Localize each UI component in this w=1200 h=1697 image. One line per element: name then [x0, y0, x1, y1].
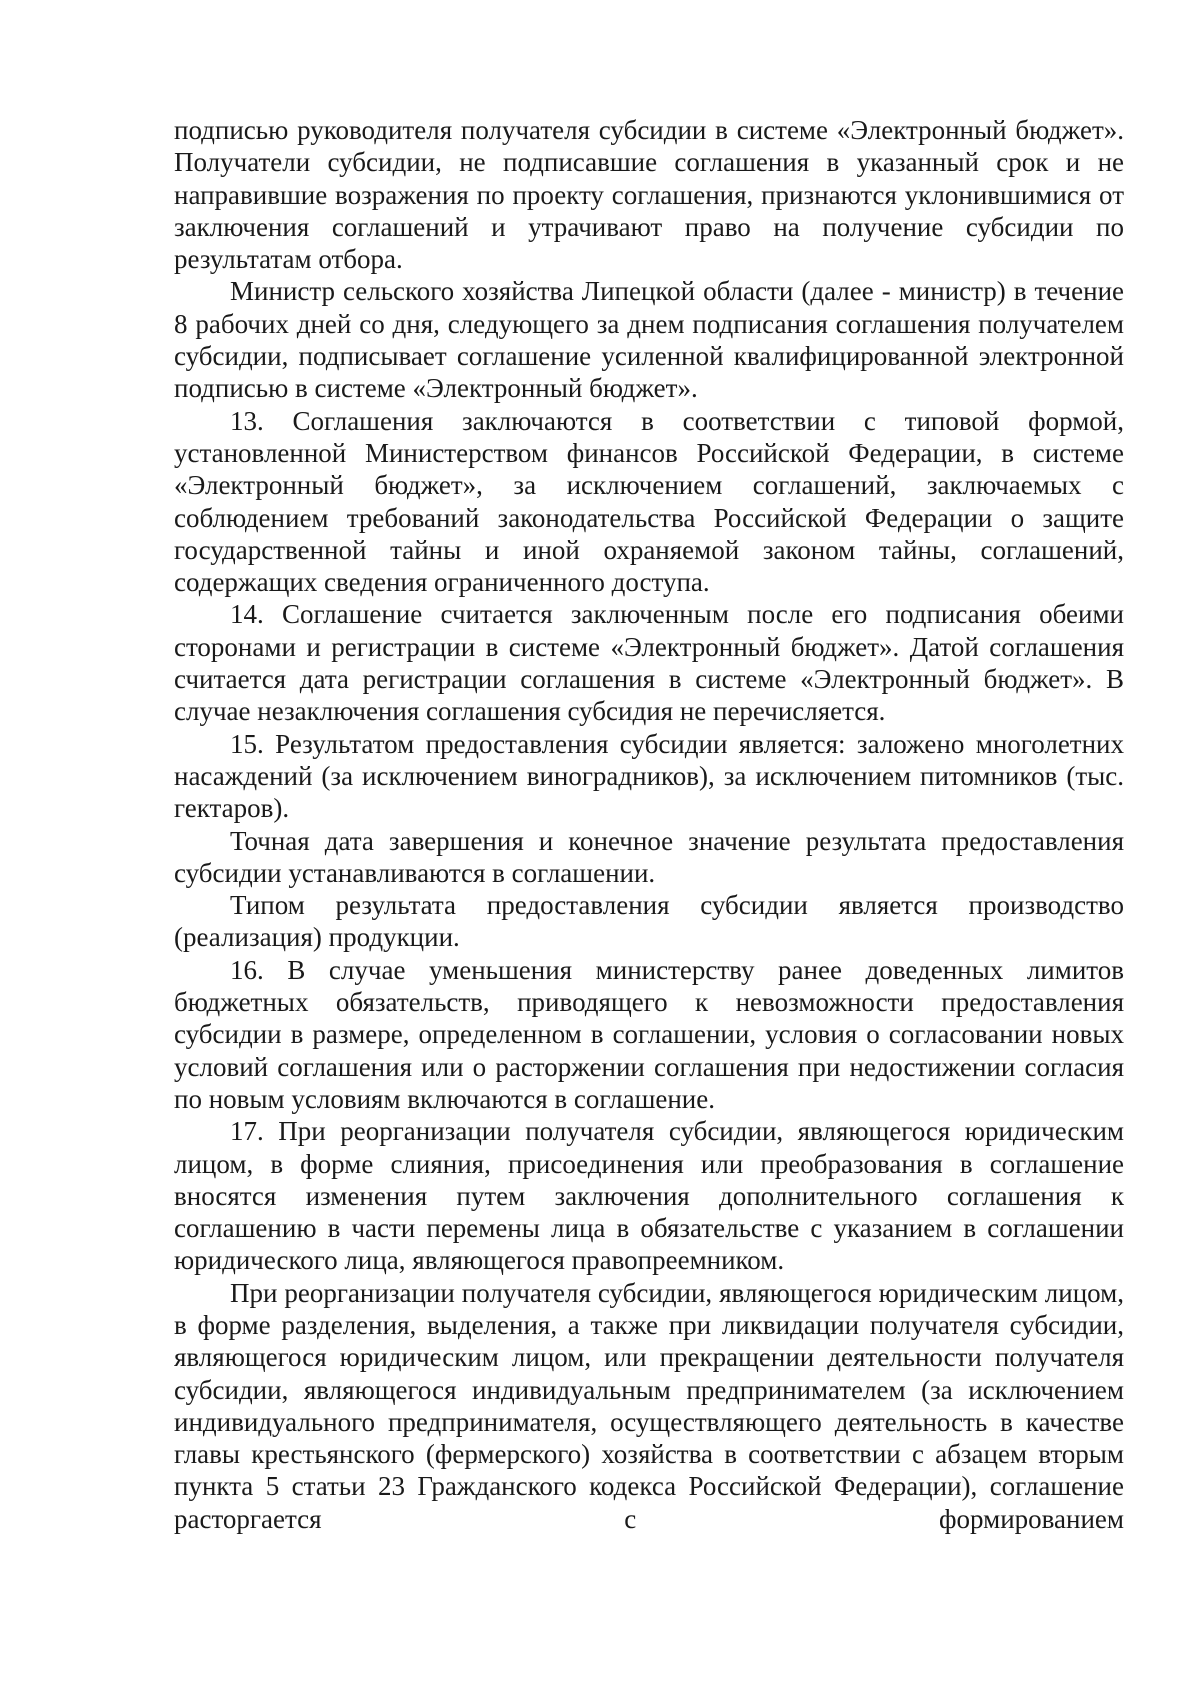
paragraph-continuation: подписью руководителя получателя субсидии в системе «Электронный бюджет». Получатели субсидии, не подписавшие соглашения в указанный срок и не направившие возражения по проекту соглашения, признаются уклонившимися от заключения соглашений и утрачивают право на получение субсидии по результатам отбора.	[174, 115, 1124, 275]
paragraph-13: 13. Соглашения заключаются в соответствии с типовой формой, установленной Министерством финансов Российской Федерации, в системе «Электронный бюджет», за исключением соглашений, заключаемых с соблюдением требований законодательства Российской Федерации о защите государственной тайны и иной охраняемой законом тайны, соглашений, содержащих сведения ограниченного доступа.	[174, 405, 1124, 598]
paragraph-15: 15. Результатом предоставления субсидии является: заложено многолетних насаждений (за исключением виноградников), за исключением питомников (тыс. гектаров).	[174, 728, 1124, 824]
paragraph-16: 16. В случае уменьшения министерству ранее доведенных лимитов бюджетных обязательств, приводящего к невозможности предоставления субсидии в размере, определенном в соглашении, условия о согласовании новых условий соглашения или о расторжении соглашения при недостижении согласия по новым условиям включаются в соглашение.	[174, 954, 1124, 1114]
paragraph-minister-signature: Министр сельского хозяйства Липецкой области (далее - министр) в течение 8 рабочих дней со дня, следующего за днем подписания соглашения получателем субсидии, подписывает соглашение усиленной квалифицированной электронной подписью в системе «Электронный бюджет».	[174, 276, 1124, 404]
paragraph-17: 17. При реорганизации получателя субсидии, являющегося юридическим лицом, в форме слияния, присоединения или преобразования в соглашение вносятся изменения путем заключения дополнительного соглашения к соглашению в части перемены лица в обязательстве с указанием в соглашении юридического лица, являющегося правопреемником.	[174, 1116, 1124, 1276]
paragraph-14: 14. Соглашение считается заключенным после его подписания обеими сторонами и регистрации в системе «Электронный бюджет». Датой соглашения считается дата регистрации соглашения в системе «Электронный бюджет». В случае незаключения соглашения субсидия не перечисляется.	[174, 599, 1124, 727]
paragraph-15-completion-date: Точная дата завершения и конечное значение результата предоставления субсидии устанавливаются в соглашении.	[174, 825, 1124, 888]
document-body	[174, 114, 1124, 1535]
paragraph-15-result-type: Типом результата предоставления субсидии является производство (реализация) продукции.	[174, 890, 1124, 953]
paragraph-17-reorganization: При реорганизации получателя субсидии, являющегося юридическим лицом, в форме разделения, выделения, а также при ликвидации получателя субсидии, являющегося юридическим лицом, или прекращении деятельности получателя субсидии, являющегося индивидуальным предпринимателем (за исключением индивидуального предпринимателя, осуществляющего деятельность в качестве главы крестьянского (фермерского) хозяйства в соответствии с абзацем вторым пункта 5 статьи 23 Гражданского кодекса Российской Федерации), соглашение расторгается с формированием	[174, 1277, 1124, 1534]
